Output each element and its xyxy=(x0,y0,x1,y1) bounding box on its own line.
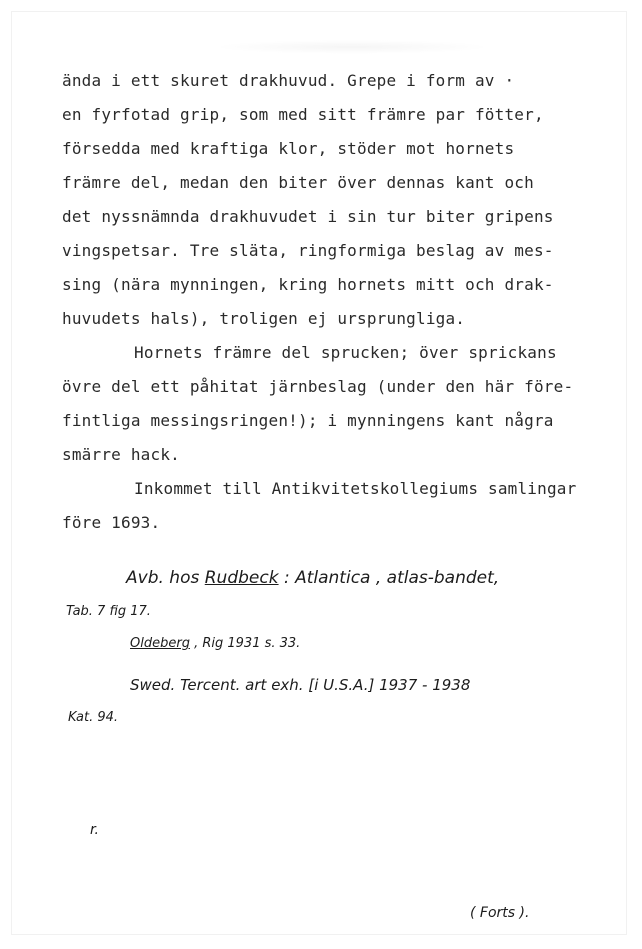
paper-smudge xyxy=(212,40,492,54)
handwritten-suffix: : Atlantica , atlas-bandet, xyxy=(278,568,500,588)
typed-line: sing (nära mynningen, kring hornets mitt och drak- xyxy=(62,275,554,294)
typed-line: fintliga messingsringen!); i mynningens kant några xyxy=(62,411,554,430)
typed-line: vingspetsar. Tre släta, ringformiga beslag av mes- xyxy=(62,241,554,260)
handwritten-author-rudbeck: Rudbeck xyxy=(204,568,279,588)
document-page xyxy=(12,12,626,934)
handwritten-plate-ref: Tab. 7 fig 17. xyxy=(66,604,151,619)
typed-line: smärre hack. xyxy=(62,445,180,464)
typed-line: övre del ett påhitat järnbeslag (under den här före- xyxy=(62,377,574,396)
typed-text-block xyxy=(62,64,622,540)
handwritten-prefix: Avb. hos xyxy=(126,568,205,588)
typed-line: ända i ett skuret drakhuvud. Grepe i form av · xyxy=(62,71,515,90)
handwritten-exhibition-ref: Swed. Tercent. art exh. [i U.S.A.] 1937 - 1938 xyxy=(130,676,471,694)
handwritten-reference-oldeberg xyxy=(130,636,300,651)
handwritten-suffix: , Rig 1931 s. 33. xyxy=(189,636,301,651)
typed-line: huvudets hals), troligen ej ursprungliga. xyxy=(62,309,466,328)
typed-line: Hornets främre del sprucken; över sprickans xyxy=(134,343,557,362)
handwritten-catalog-number: Kat. 94. xyxy=(68,710,119,725)
handwritten-margin-mark: r. xyxy=(90,822,99,838)
typed-line: en fyrfotad grip, som med sitt främre par fötter, xyxy=(62,105,544,124)
handwritten-continued-note: ( Forts ). xyxy=(470,905,530,921)
typed-line: före 1693. xyxy=(62,513,161,532)
typed-line: främre del, medan den biter över dennas kant och xyxy=(62,173,534,192)
typed-line: det nyssnämnda drakhuvudet i sin tur biter gripens xyxy=(62,207,554,226)
handwritten-author-oldeberg: Oldeberg xyxy=(130,636,190,651)
typed-line: försedda med kraftiga klor, stöder mot hornets xyxy=(62,139,515,158)
handwritten-reference-rudbeck xyxy=(126,568,499,588)
typed-line: Inkommet till Antikvitetskollegiums samlingar xyxy=(134,479,577,498)
